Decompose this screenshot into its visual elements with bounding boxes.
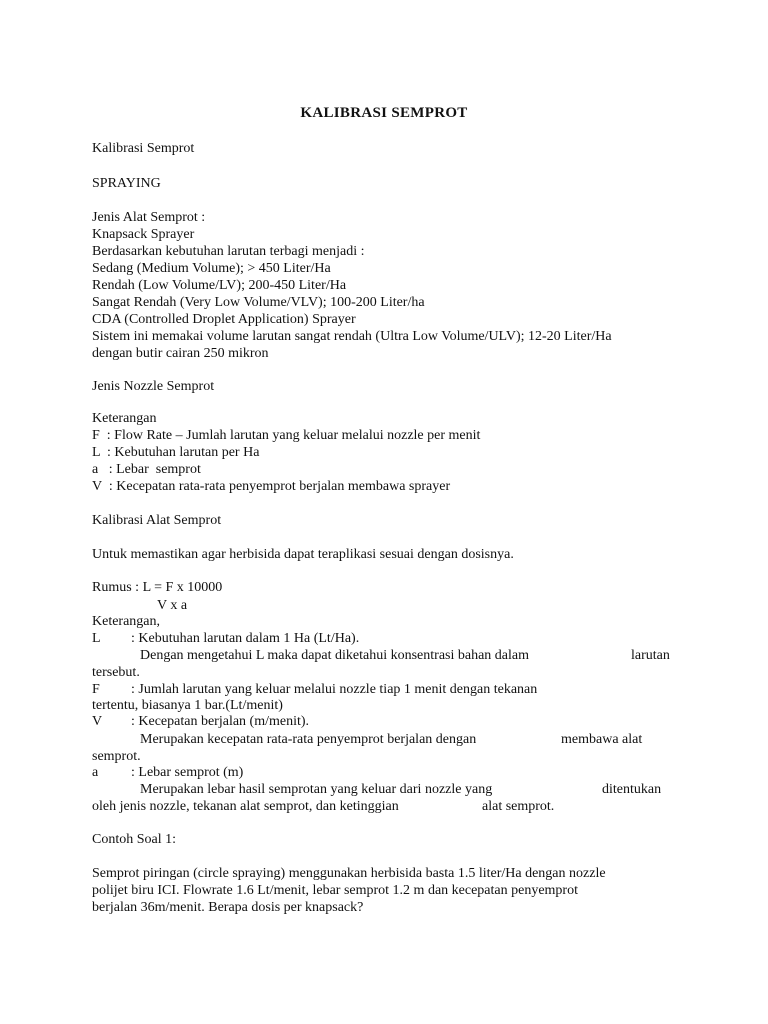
L-definition: : Kebutuhan larutan dalam 1 Ha (Lt/Ha). bbox=[131, 631, 360, 646]
L-description: Dengan mengetahui L maka dapat diketahui konsentrasi bahan dalam bbox=[140, 648, 530, 663]
intro-paragraph: Untuk memastikan agar herbisida dapat teraplikasi sesuai dengan dosisnya. bbox=[92, 547, 514, 562]
subtitle: Kalibrasi Semprot bbox=[92, 141, 195, 156]
keterangan-line: L : Kebutuhan larutan per Ha bbox=[92, 445, 260, 460]
keterangan-line: F : Flow Rate – Jumlah larutan yang keluar melalui nozzle per menit bbox=[92, 428, 481, 443]
alat-heading: Jenis Alat Semprot : bbox=[92, 210, 206, 225]
V-symbol: V bbox=[92, 714, 103, 729]
V-description-cont: semprot. bbox=[92, 749, 141, 764]
document-title: KALIBRASI SEMPROT bbox=[300, 105, 468, 121]
a-description-tail: alat semprot. bbox=[482, 799, 555, 814]
alat-line: Sistem ini memakai volume larutan sangat rendah (Ultra Low Volume/ULV); 12-20 Liter/Ha bbox=[92, 329, 612, 344]
keterangan-heading: Keterangan bbox=[92, 411, 157, 426]
keterangan-line: a : Lebar semprot bbox=[92, 462, 201, 477]
alat-line: Rendah (Low Volume/LV); 200-450 Liter/Ha bbox=[92, 278, 347, 293]
alat-line: dengan butir cairan 250 mikron bbox=[92, 346, 269, 361]
a-description-end: ditentukan bbox=[602, 782, 662, 797]
kalibrasi-heading: Kalibrasi Alat Semprot bbox=[92, 513, 222, 528]
alat-line: Sedang (Medium Volume); > 450 Liter/Ha bbox=[92, 261, 331, 276]
L-description-end: larutan bbox=[631, 648, 670, 663]
nozzle-heading: Jenis Nozzle Semprot bbox=[92, 379, 215, 394]
rumus-denominator: V x a bbox=[157, 598, 188, 613]
spraying-heading: SPRAYING bbox=[92, 176, 161, 191]
alat-line: Knapsack Sprayer bbox=[92, 227, 195, 242]
V-description: Merupakan kecepatan rata-rata penyemprot berjalan dengan bbox=[140, 732, 477, 747]
F-description: tertentu, biasanya 1 bar.(Lt/menit) bbox=[92, 698, 283, 713]
rumus-line: Rumus : L = F x 10000 bbox=[92, 580, 223, 595]
alat-line: Berdasarkan kebutuhan larutan terbagi menjadi : bbox=[92, 244, 365, 259]
F-symbol: F bbox=[92, 682, 100, 697]
V-description-end: membawa alat bbox=[561, 732, 643, 747]
a-description: Merupakan lebar hasil semprotan yang keluar dari nozzle yang bbox=[140, 782, 493, 797]
L-description-cont: tersebut. bbox=[92, 665, 140, 680]
keterangan-line: V : Kecepatan rata-rata penyemprot berjalan membawa sprayer bbox=[92, 479, 451, 494]
alat-line: CDA (Controlled Droplet Application) Sprayer bbox=[92, 312, 356, 327]
contoh-line: berjalan 36m/menit. Berapa dosis per knapsack? bbox=[92, 900, 364, 915]
L-symbol: L bbox=[92, 631, 101, 646]
V-definition: : Kecepatan berjalan (m/menit). bbox=[131, 714, 310, 729]
F-definition: : Jumlah larutan yang keluar melalui nozzle tiap 1 menit dengan tekanan bbox=[131, 682, 538, 697]
keterangan2-heading: Keterangan, bbox=[92, 614, 161, 629]
alat-line: Sangat Rendah (Very Low Volume/VLV); 100-200 Liter/ha bbox=[92, 295, 425, 310]
a-description-cont: oleh jenis nozzle, tekanan alat semprot, dan ketinggian bbox=[92, 799, 399, 814]
a-symbol: a bbox=[92, 765, 99, 780]
contoh-line: Semprot piringan (circle spraying) menggunakan herbisida basta 1.5 liter/Ha dengan nozzle bbox=[92, 866, 606, 881]
contoh-heading: Contoh Soal 1: bbox=[92, 832, 177, 847]
contoh-line: polijet biru ICI. Flowrate 1.6 Lt/menit, lebar semprot 1.2 m dan kecepatan penyemprot bbox=[92, 883, 578, 898]
a-definition: : Lebar semprot (m) bbox=[131, 765, 244, 780]
